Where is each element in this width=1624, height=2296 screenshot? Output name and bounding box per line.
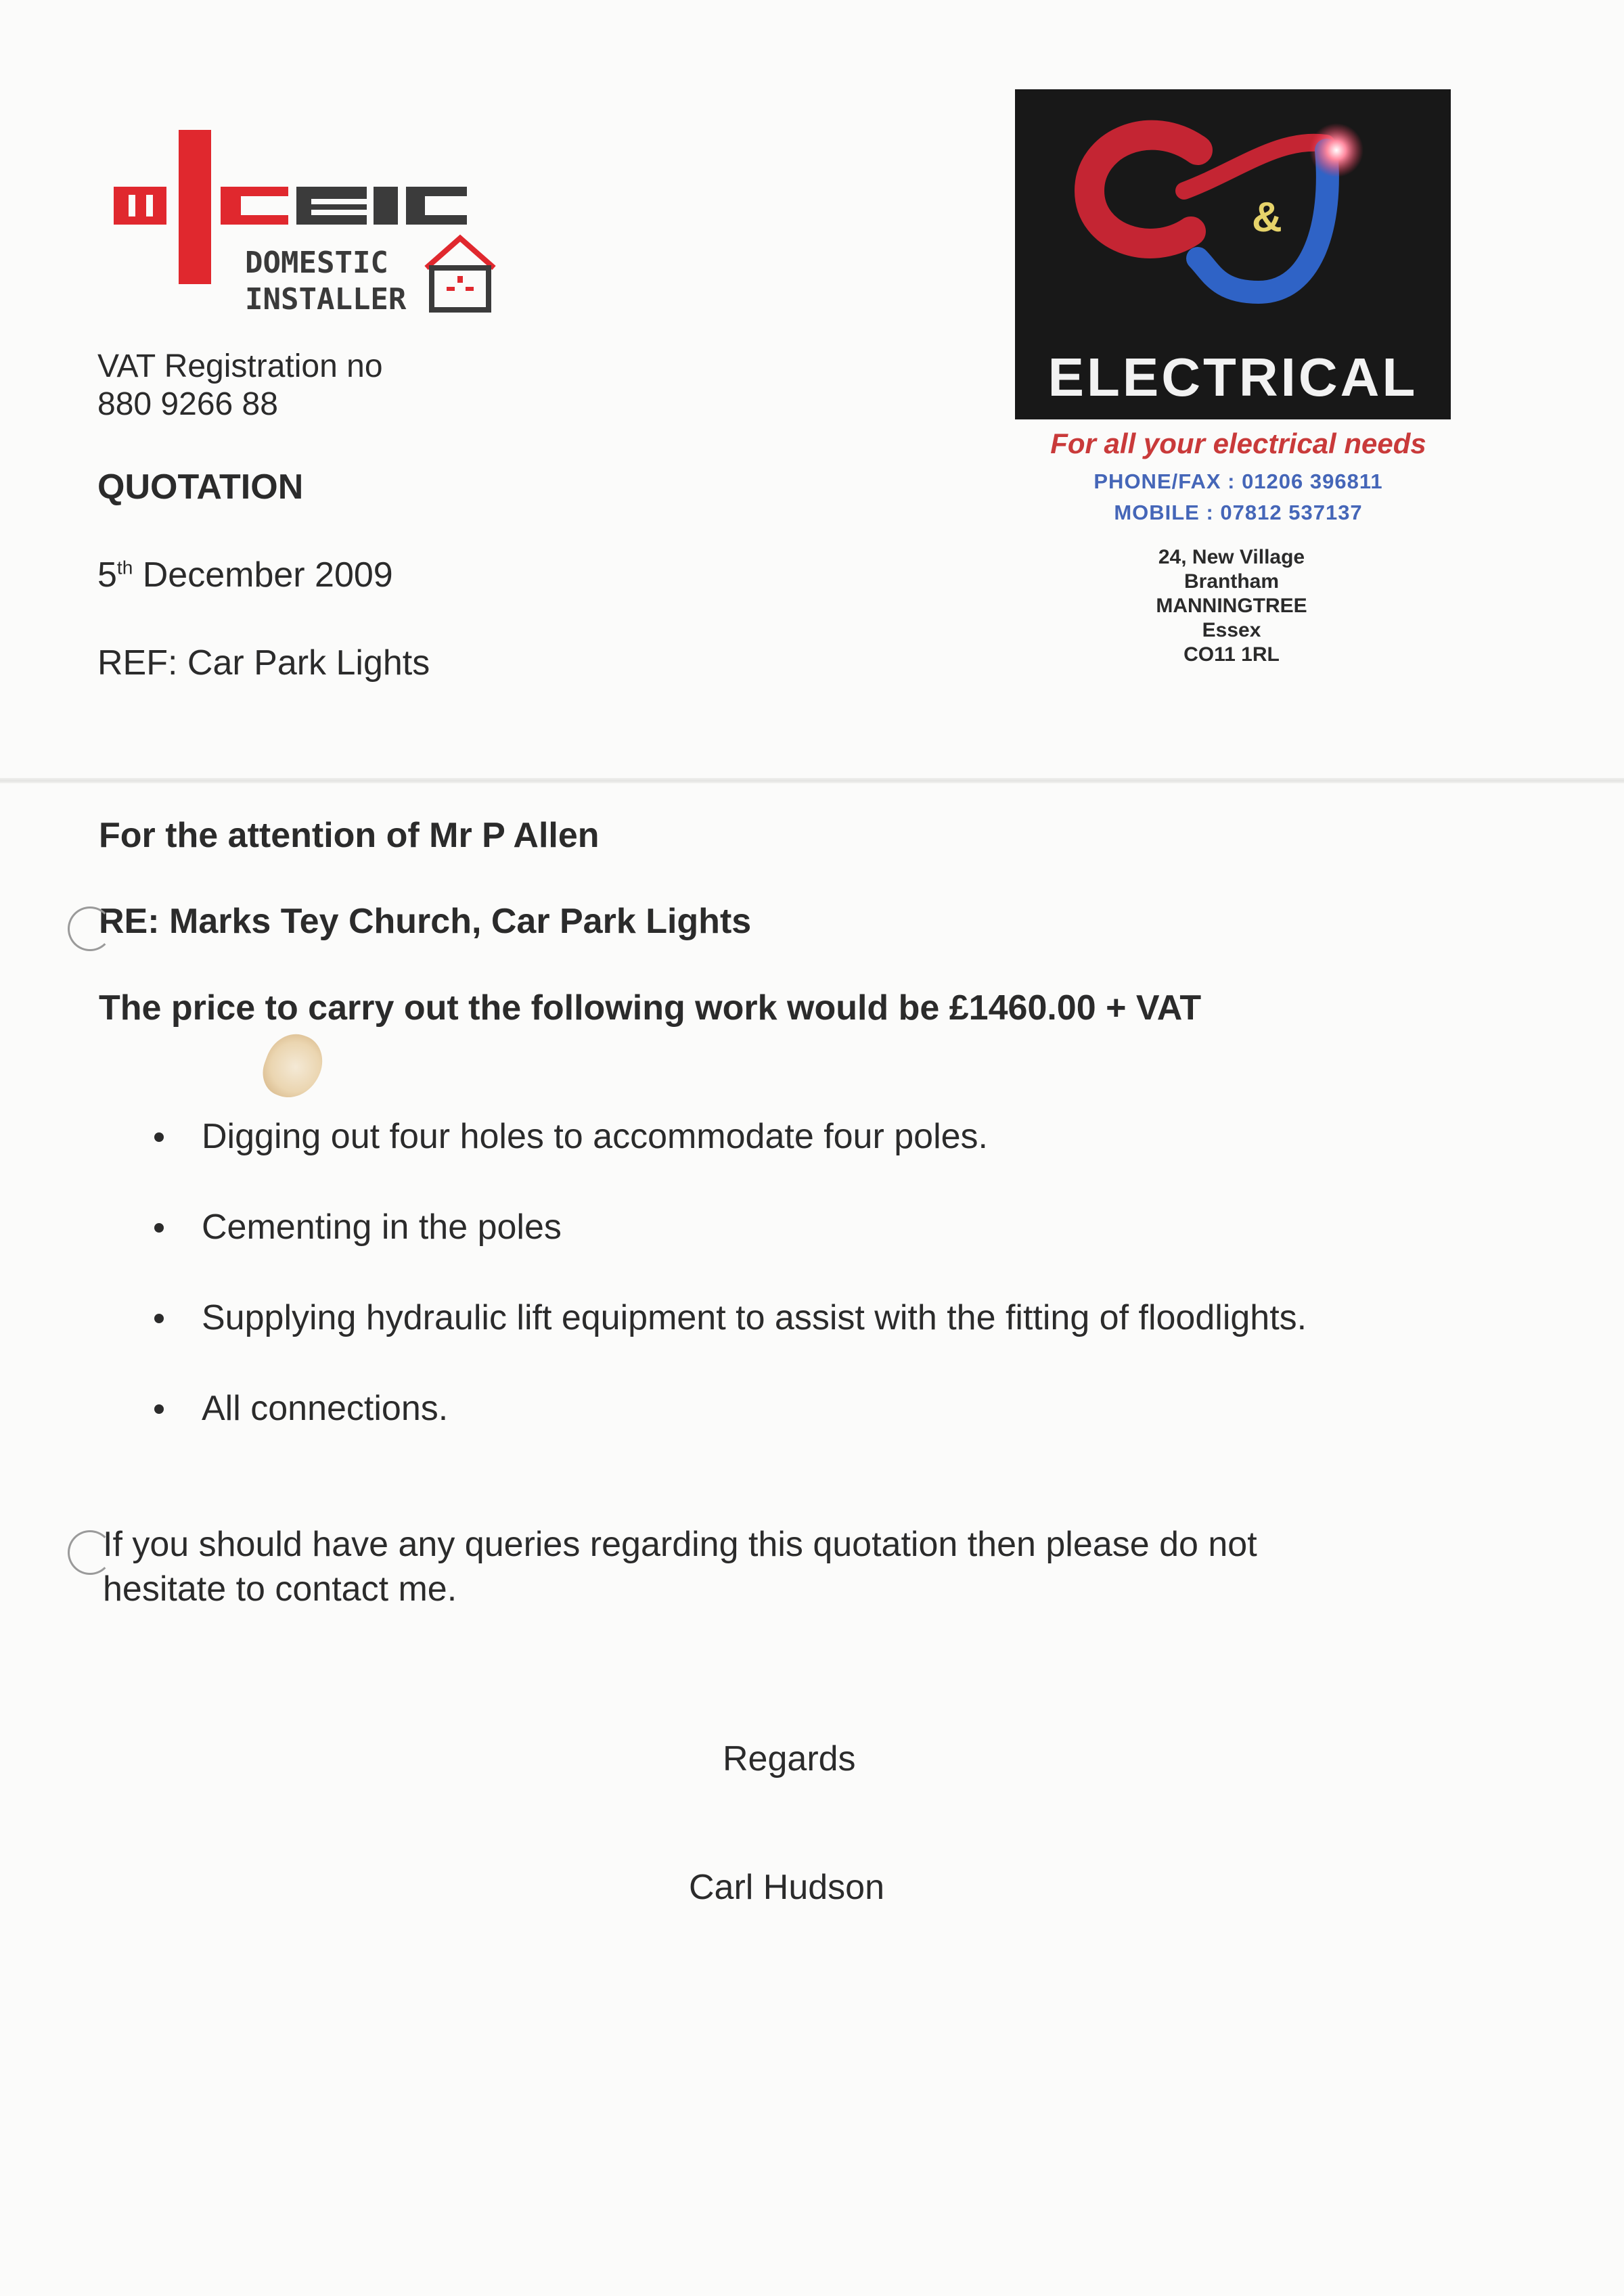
work-item-text: All connections. — [202, 1389, 449, 1428]
document-type: QUOTATION — [97, 467, 304, 507]
punch-hole-top — [68, 906, 112, 951]
date-rest: December 2009 — [133, 555, 393, 595]
letter-date — [97, 555, 393, 595]
bullet-icon — [154, 1404, 164, 1414]
paper-fold-line — [0, 778, 1624, 783]
reference-line: REF: Car Park Lights — [97, 643, 430, 683]
signer-name: Carl Hudson — [689, 1868, 885, 1907]
list-item — [149, 1298, 1307, 1388]
company-mobile: MOBILE : 07812 537137 — [1114, 501, 1363, 524]
queries-paragraph: If you should have any queries regarding this quotation then please do not hesitate to contact me. — [103, 1525, 1257, 1609]
bullet-icon — [154, 1132, 164, 1142]
svg-text:&: & — [1252, 194, 1282, 241]
price-line: The price to carry out the following work would be £1460.00 + VAT — [99, 988, 1202, 1028]
cj-electrical-logo — [1015, 89, 1451, 419]
date-suffix: th — [116, 557, 133, 578]
vat-number: 880 9266 88 — [97, 386, 278, 422]
work-item-text: Digging out four holes to accommodate four poles. — [202, 1117, 989, 1156]
vat-registration — [97, 348, 383, 423]
bullet-icon — [154, 1314, 164, 1323]
cj-mark-icon — [1015, 89, 1451, 346]
cj-electrical-name: ELECTRICAL — [1047, 347, 1418, 407]
attention-line: For the attention of Mr P Allen — [99, 816, 600, 855]
subject-line: RE: Marks Tey Church, Car Park Lights — [99, 902, 752, 941]
work-item-text: Supplying hydraulic lift equipment to assist with the fitting of floodlights. — [202, 1298, 1307, 1337]
niceic-logo — [108, 129, 514, 331]
date-day: 5 — [97, 555, 117, 595]
company-tagline: For all your electrical needs — [1050, 428, 1426, 459]
list-item — [149, 1116, 1307, 1207]
address-line-2: Brantham — [1183, 570, 1280, 593]
address-line-5: CO11 1RL — [1183, 643, 1280, 666]
address-line-1: 24, New Village — [1158, 546, 1305, 568]
list-item — [149, 1388, 1307, 1479]
address-line-3: MANNINGTREE — [1156, 595, 1307, 617]
niceic-installer-label: INSTALLER — [245, 282, 407, 317]
list-item — [149, 1207, 1307, 1298]
work-items-list — [149, 1116, 1307, 1479]
address-line-4: Essex — [1202, 619, 1261, 641]
paper-stain — [256, 1026, 330, 1106]
closing-regards: Regards — [723, 1739, 856, 1778]
bullet-icon — [154, 1223, 164, 1233]
niceic-domestic-label: DOMESTIC — [245, 246, 388, 280]
company-phone: PHONE/FAX : 01206 396811 — [1093, 469, 1383, 493]
vat-label: VAT Registration no — [97, 348, 383, 384]
work-item-text: Cementing in the poles — [202, 1208, 562, 1247]
